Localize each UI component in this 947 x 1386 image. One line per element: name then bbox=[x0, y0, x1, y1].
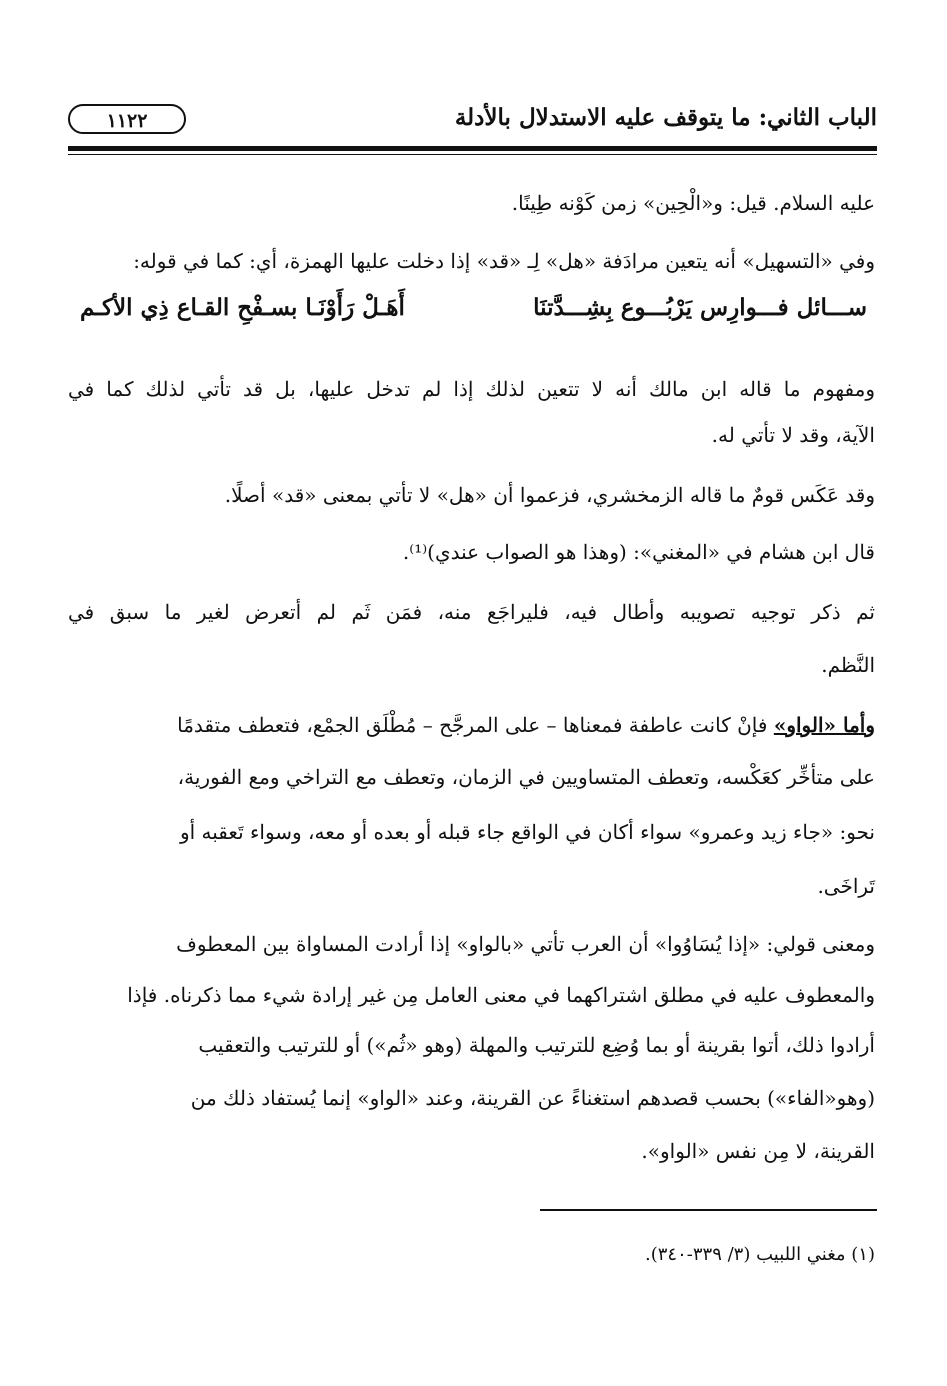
text-line-9-rest: فإنْ كانت عاطفة فمعناها – على المرجَّح – مُطْلَق الجمْع، فتعطف متقدمًا bbox=[177, 713, 768, 737]
header-rule-thick bbox=[68, 146, 877, 151]
text-line-16: (وهو«الفاء») بحسب قصدهم استغناءً عن القرينة، وعند «الواو» إنما يُستفاد ذلك من bbox=[190, 1086, 875, 1110]
text-line-12: تَراخَى. bbox=[817, 874, 875, 898]
running-header bbox=[68, 100, 877, 144]
chapter-title: الباب الثاني: ما يتوقف عليه الاستدلال بالأدلة bbox=[454, 104, 877, 131]
text-line-14: والمعطوف عليه في مطلق اشتراكهما في معنى العامل مِن غير إرادة شيء مما ذكرناه. فإذا bbox=[127, 983, 875, 1007]
text-line-7: ثم ذكر توجيه تصويبه وأطال فيه، فليراجَع منه، فمَن ثَم لم أتعرض لغير ما سبق في bbox=[68, 600, 875, 624]
verse-first-hemistich: ســـائل فـــوارِس يَرْبُـــوع بِشِـــدَّتنَا bbox=[533, 294, 867, 321]
poetry-verse bbox=[80, 294, 867, 334]
header-rule-thin bbox=[68, 154, 877, 155]
waw-keyword: وأما «الواو» bbox=[773, 713, 875, 737]
text-line-4: الآية، وقد لا تأتي له. bbox=[711, 423, 875, 447]
verse-second-hemistich: أَهَـلْ رَأَوْنَـا بسـفْحِ القـاع ذِي الأكـم bbox=[80, 294, 405, 321]
text-line-1: عليه السلام. قيل: و«الْحِين» زمن كَوْنه طِينًا. bbox=[511, 191, 875, 215]
text-line-10: على متأخِّر كعَكْسه، وتعطف المتساويين في الزمان، وتعطف مع التراخي ومع الفورية، bbox=[177, 765, 875, 789]
text-line-8: النَّظم. bbox=[821, 653, 875, 677]
text-line-3: ومفهوم ما قاله ابن مالك أنه لا تتعين لذلك إذا لم تدخل عليها، بل قد تأتي لذلك كما في bbox=[68, 377, 875, 401]
text-line-5: وقد عَكَس قومٌ ما قاله الزمخشري، فزعموا أن «هل» لا تأتي بمعنى «قد» أصلًا. bbox=[224, 483, 875, 507]
text-line-11: نحو: «جاء زيد وعمرو» سواء أكان في الواقع جاء قبله أو بعده أو معه، وسواء تَعقبه أو bbox=[179, 820, 875, 844]
text-line-15: أرادوا ذلك، أتوا بقرينة أو بما وُضِع للترتيب والمهلة (وهو «ثُم») أو للترتيب والتعقيب bbox=[198, 1033, 875, 1057]
text-line-17: القرينة، لا مِن نفس «الواو». bbox=[641, 1139, 875, 1163]
text-line-9 bbox=[177, 713, 875, 737]
text-line-6: قال ابن هشام في «المغني»: (وهذا هو الصواب عندي)⁽¹⁾. bbox=[402, 540, 875, 564]
text-line-13: ومعنى قولي: «إذا يُسَاوُوا» أن العرب تأتي «بالواو» إذا أرادت المساواة بين المعطوف bbox=[176, 932, 875, 956]
page-number-badge: ١١٢٢ bbox=[68, 104, 186, 134]
footnote-separator bbox=[540, 1209, 877, 1211]
text-line-2: وفي «التسهيل» أنه يتعين مرادَفة «هل» لِـ «قد» إذا دخلت عليها الهمزة، أي: كما في قوله: bbox=[133, 249, 875, 273]
footnote: (١) مغني اللبيب (٣/ ٣٣٩-٣٤٠). bbox=[645, 1244, 875, 1265]
